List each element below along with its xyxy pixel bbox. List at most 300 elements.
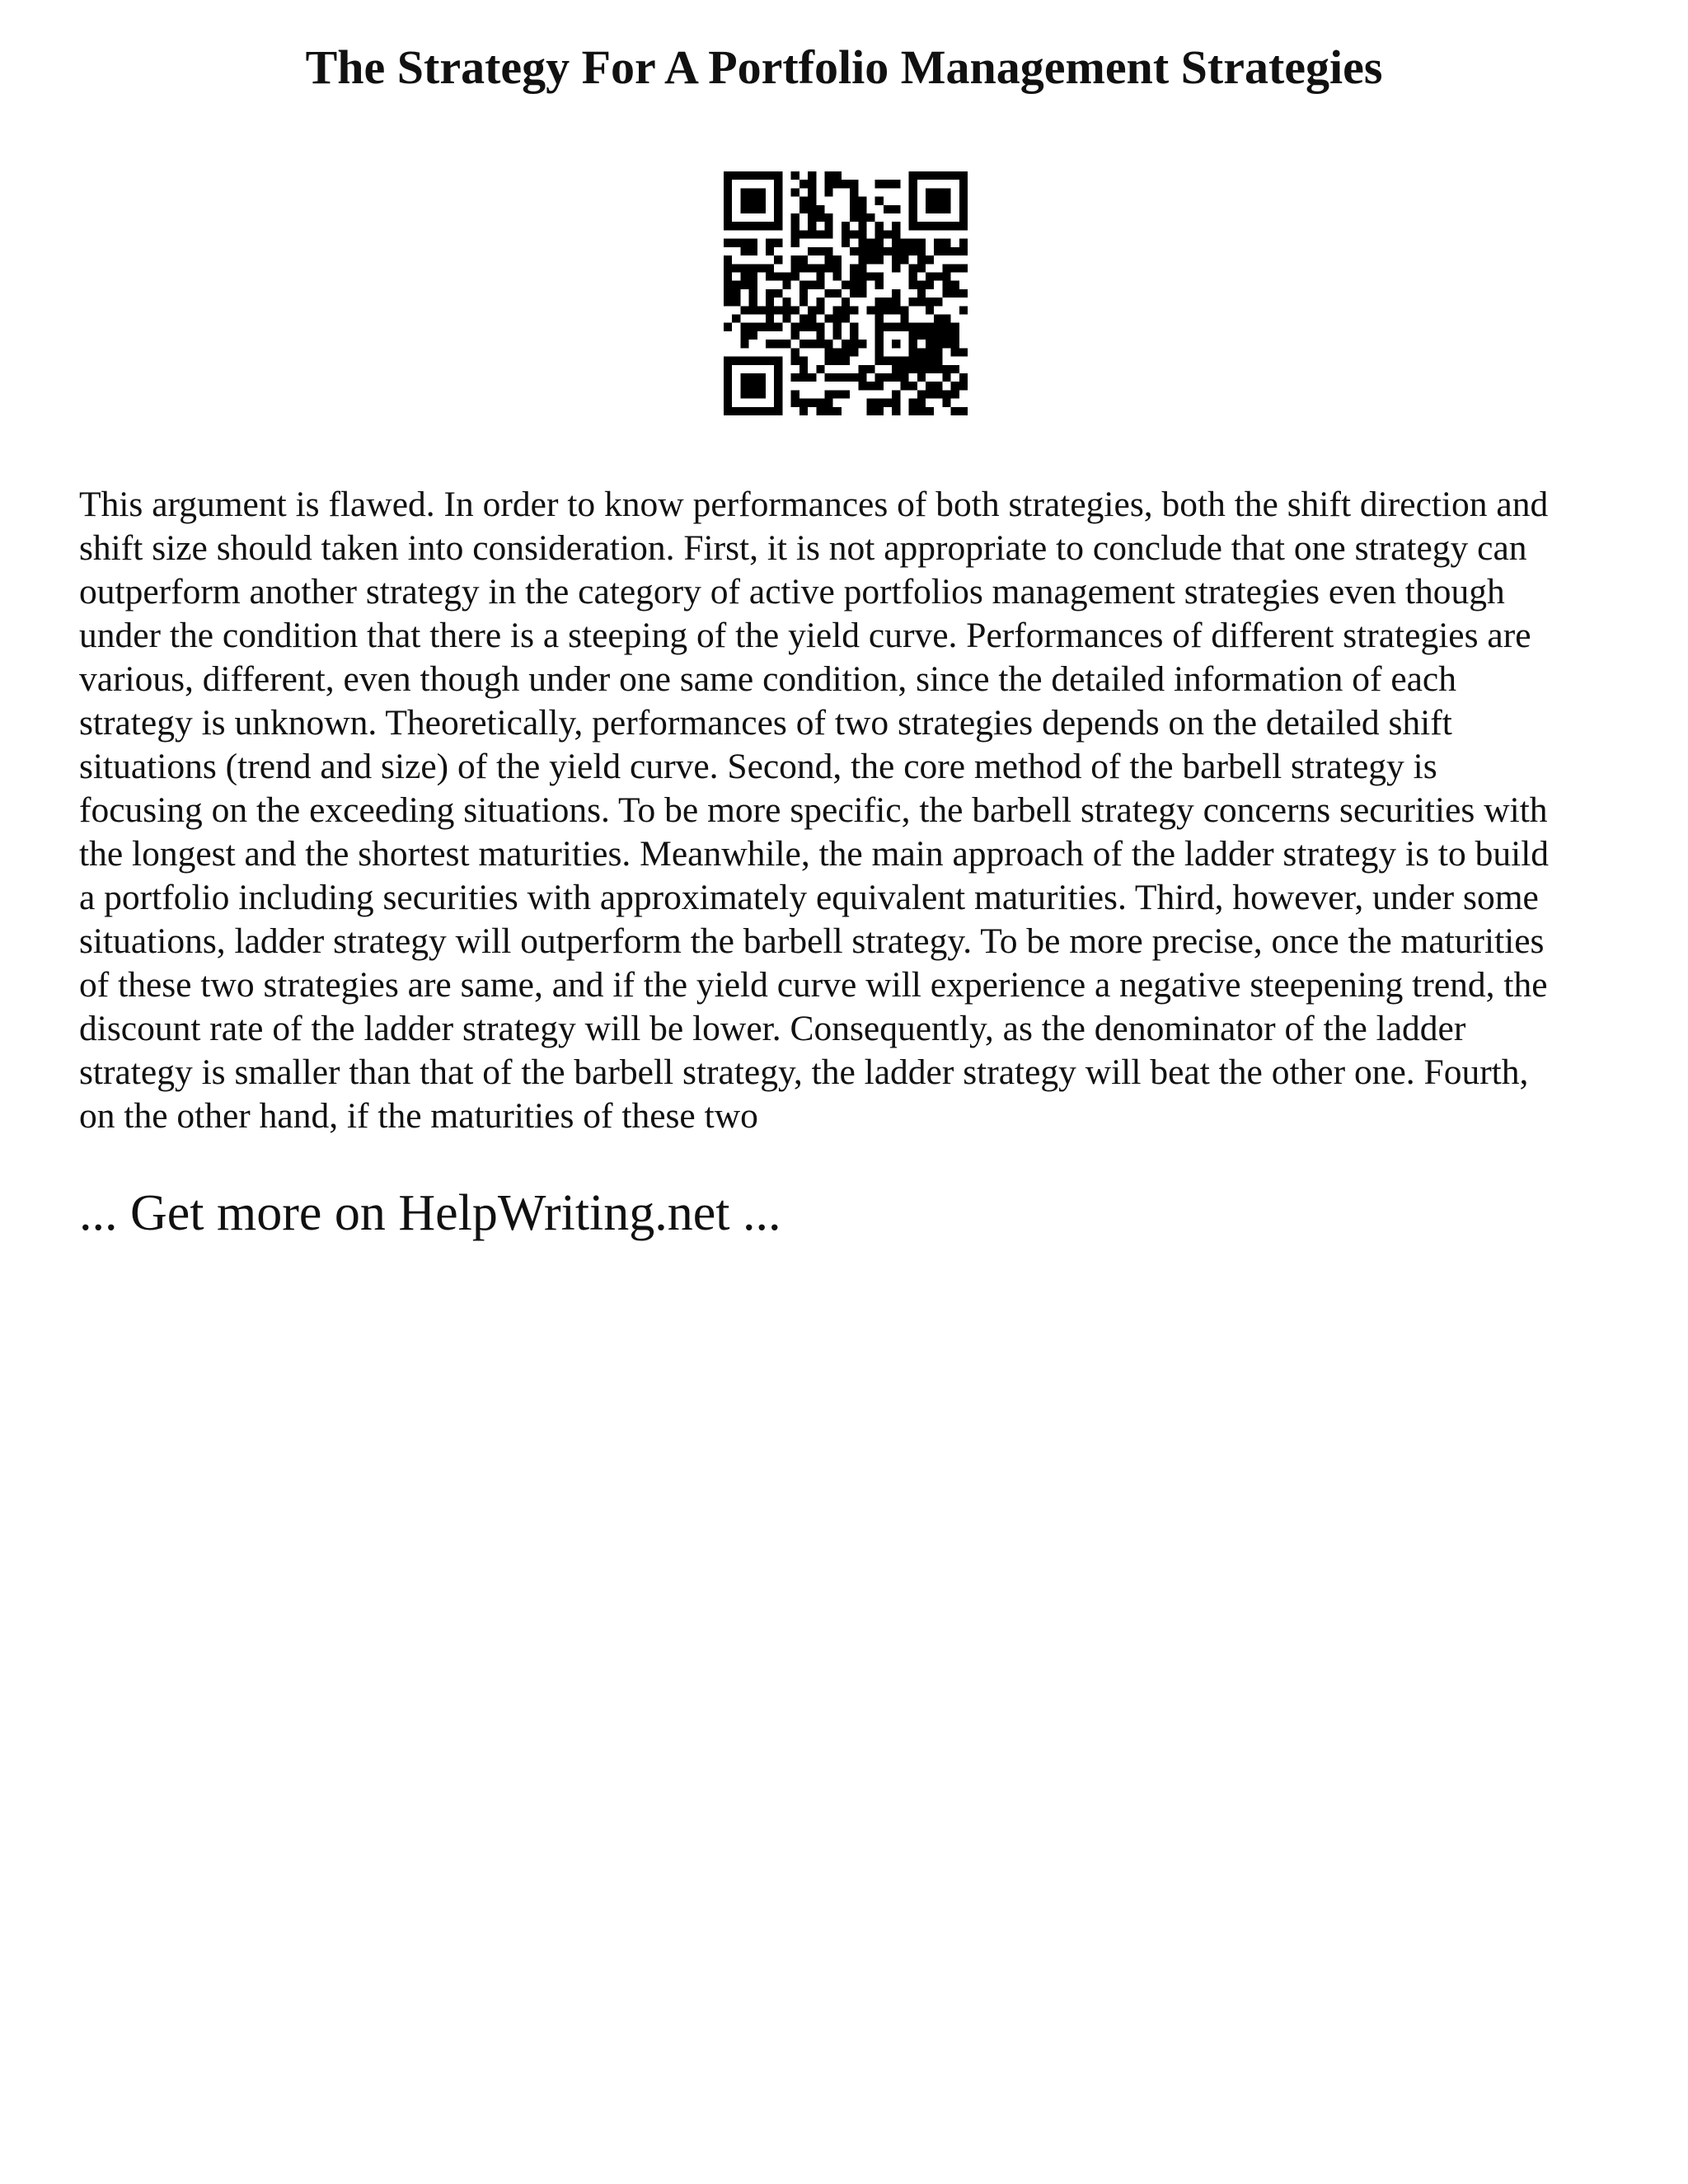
qr-module <box>842 348 850 356</box>
qr-module <box>816 365 824 373</box>
body-line: strategy is smaller than that of the barbell strategy, the ladder strategy will beat the other one. Fourth, <box>79 1052 1529 1092</box>
qr-module <box>875 323 884 331</box>
qr-module <box>926 348 934 356</box>
qr-module <box>724 171 732 180</box>
qr-module <box>942 289 950 298</box>
qr-module <box>917 255 926 264</box>
qr-module <box>774 205 782 213</box>
qr-module <box>951 382 959 390</box>
qr-module <box>766 222 774 230</box>
qr-module <box>909 197 917 205</box>
qr-module <box>824 264 832 272</box>
qr-module <box>850 197 858 205</box>
qr-module <box>740 306 748 314</box>
qr-module <box>740 264 748 272</box>
qr-module <box>858 289 866 298</box>
qr-module <box>749 390 757 398</box>
qr-module <box>926 407 934 415</box>
qr-module <box>926 331 934 340</box>
qr-module <box>791 222 799 230</box>
qr-module <box>799 255 808 264</box>
qr-module <box>909 222 917 230</box>
qr-module <box>951 171 959 180</box>
qr-module <box>942 399 950 407</box>
qr-module <box>934 340 942 348</box>
qr-module <box>816 264 824 272</box>
qr-module <box>774 390 782 398</box>
qr-module <box>782 340 790 348</box>
qr-module <box>740 247 748 255</box>
qr-module <box>959 264 968 272</box>
qr-module <box>850 230 858 238</box>
qr-module <box>909 331 917 340</box>
qr-module <box>791 255 799 264</box>
qr-module <box>942 264 950 272</box>
qr-module <box>909 180 917 188</box>
qr-module <box>808 247 816 255</box>
qr-module <box>791 373 799 382</box>
qr-module <box>808 222 816 230</box>
qr-module <box>732 239 740 247</box>
qr-module <box>842 357 850 365</box>
qr-module <box>909 264 917 272</box>
qr-module <box>850 213 858 222</box>
qr-module <box>824 315 832 323</box>
qr-module <box>766 315 774 323</box>
qr-module <box>934 205 942 213</box>
qr-module <box>740 239 748 247</box>
qr-module <box>724 390 732 398</box>
qr-module <box>774 306 782 314</box>
qr-module <box>917 357 926 365</box>
qr-module <box>749 331 757 340</box>
qr-module <box>808 281 816 289</box>
qr-module <box>766 289 774 298</box>
qr-module <box>850 323 858 331</box>
qr-module <box>951 365 959 373</box>
body-line: of these two strategies are same, and if the yield curve will experience a negative steepening trend, the <box>79 965 1548 1005</box>
qr-module <box>799 315 808 323</box>
body-line: shift size should taken into consideration. First, it is not appropriate to conclude that one strategy can <box>79 528 1527 568</box>
qr-module <box>892 180 900 188</box>
qr-module <box>850 264 858 272</box>
qr-module <box>892 399 900 407</box>
qr-module <box>808 264 816 272</box>
qr-module <box>917 298 926 306</box>
qr-module <box>774 272 782 280</box>
qr-module <box>732 315 740 323</box>
qr-module <box>884 205 892 213</box>
qr-module <box>892 340 900 348</box>
qr-module <box>867 239 875 247</box>
qr-module <box>774 382 782 390</box>
qr-module <box>808 230 816 238</box>
qr-module <box>749 373 757 382</box>
qr-module <box>833 390 842 398</box>
qr-module <box>959 407 968 415</box>
qr-module <box>926 390 934 398</box>
qr-module <box>909 213 917 222</box>
qr-module <box>824 373 832 382</box>
qr-module <box>951 390 959 398</box>
qr-module <box>892 247 900 255</box>
qr-module <box>917 171 926 180</box>
qr-module <box>951 340 959 348</box>
qr-module <box>757 264 766 272</box>
qr-module <box>732 289 740 298</box>
qr-module <box>740 272 748 280</box>
qr-module <box>959 180 968 188</box>
qr-module <box>816 407 824 415</box>
qr-module <box>951 289 959 298</box>
qr-module <box>757 407 766 415</box>
qr-module <box>842 281 850 289</box>
qr-module <box>959 213 968 222</box>
qr-module <box>934 171 942 180</box>
qr-module <box>833 180 842 188</box>
qr-module <box>774 197 782 205</box>
qr-module <box>774 357 782 365</box>
qr-module <box>951 331 959 340</box>
qr-module <box>926 222 934 230</box>
qr-module <box>824 222 832 230</box>
qr-module <box>749 298 757 306</box>
qr-module <box>824 171 832 180</box>
qr-module <box>842 340 850 348</box>
get-more-link[interactable]: ... Get more on HelpWriting.net ... <box>79 1185 781 1241</box>
qr-module <box>732 281 740 289</box>
body-line: situations, ladder strategy will outperform the barbell strategy. To be more precise, once the maturities <box>79 921 1545 961</box>
qr-module <box>824 399 832 407</box>
qr-module <box>867 272 875 280</box>
qr-module <box>774 407 782 415</box>
qr-module <box>833 306 842 314</box>
qr-module <box>909 382 917 390</box>
qr-module <box>791 323 799 331</box>
qr-module <box>774 323 782 331</box>
qr-module <box>909 188 917 196</box>
qr-module <box>942 331 950 340</box>
qr-module <box>799 340 808 348</box>
qr-module <box>824 289 832 298</box>
qr-module <box>850 188 858 196</box>
qr-module <box>774 289 782 298</box>
qr-module <box>951 222 959 230</box>
qr-module <box>732 264 740 272</box>
qr-module <box>833 289 842 298</box>
qr-module <box>875 348 884 356</box>
qr-module <box>791 399 799 407</box>
qr-module <box>816 399 824 407</box>
qr-module <box>808 197 816 205</box>
qr-module <box>959 171 968 180</box>
qr-module <box>858 373 866 382</box>
qr-module <box>766 272 774 280</box>
qr-module <box>740 357 748 365</box>
body-line: on the other hand, if the maturities of these two <box>79 1096 758 1136</box>
qr-module <box>850 373 858 382</box>
qr-module <box>917 247 926 255</box>
qr-module <box>884 357 892 365</box>
qr-module <box>934 298 942 306</box>
qr-module <box>951 264 959 272</box>
qr-module <box>934 382 942 390</box>
qr-module <box>782 281 790 289</box>
qr-module <box>782 272 790 280</box>
qr-module <box>824 247 832 255</box>
qr-module <box>875 382 884 390</box>
qr-module <box>774 213 782 222</box>
qr-module <box>749 272 757 280</box>
qr-module <box>757 197 766 205</box>
qr-module <box>791 213 799 222</box>
qr-module <box>875 197 884 205</box>
qr-module <box>842 222 850 230</box>
qr-module <box>926 188 934 196</box>
qr-module <box>799 281 808 289</box>
qr-module <box>799 264 808 272</box>
qr-module <box>934 315 942 323</box>
qr-module <box>791 272 799 280</box>
qr-module <box>875 272 884 280</box>
qr-module <box>766 357 774 365</box>
qr-module <box>740 407 748 415</box>
qr-module <box>959 306 968 314</box>
qr-module <box>833 407 842 415</box>
qr-module <box>926 323 934 331</box>
qr-module <box>799 357 808 365</box>
qr-module <box>740 390 748 398</box>
qr-module <box>926 281 934 289</box>
qr-module <box>824 188 832 196</box>
qr-module <box>842 306 850 314</box>
qr-module <box>942 340 950 348</box>
qr-module <box>892 205 900 213</box>
qr-module <box>749 197 757 205</box>
qr-module <box>833 171 842 180</box>
qr-module <box>816 205 824 213</box>
qr-module <box>934 348 942 356</box>
qr-module <box>824 407 832 415</box>
qr-module <box>934 247 942 255</box>
qr-module <box>749 205 757 213</box>
qr-module <box>917 390 926 398</box>
qr-module <box>934 331 942 340</box>
body-line: focusing on the exceeding situations. To be more specific, the barbell strategy concerns securities with <box>79 790 1548 830</box>
qr-module <box>774 340 782 348</box>
qr-module <box>749 188 757 196</box>
qr-module <box>791 230 799 238</box>
qr-module <box>740 323 748 331</box>
qr-module <box>959 222 968 230</box>
qr-module <box>724 373 732 382</box>
qr-module <box>724 323 732 331</box>
qr-module <box>799 399 808 407</box>
qr-module <box>766 340 774 348</box>
qr-module <box>749 306 757 314</box>
qr-module <box>799 298 808 306</box>
body-line: the longest and the shortest maturities. Meanwhile, the main approach of the ladder strategy is to build <box>79 834 1550 874</box>
qr-module <box>875 407 884 415</box>
qr-module <box>917 264 926 272</box>
qr-module <box>774 365 782 373</box>
qr-module <box>917 289 926 298</box>
qr-module <box>867 407 875 415</box>
qr-module <box>774 171 782 180</box>
qr-module <box>766 306 774 314</box>
qr-module <box>740 171 748 180</box>
qr-module <box>884 399 892 407</box>
qr-module <box>774 239 782 247</box>
qr-module <box>842 373 850 382</box>
qr-module <box>892 255 900 264</box>
qr-module <box>833 331 842 340</box>
qr-module <box>816 213 824 222</box>
qr-module <box>900 357 908 365</box>
qr-module <box>858 272 866 280</box>
qr-module <box>875 239 884 247</box>
qr-module <box>766 171 774 180</box>
qr-module <box>900 315 908 323</box>
qr-module <box>900 239 908 247</box>
qr-module <box>867 382 875 390</box>
qr-module <box>917 399 926 407</box>
qr-module <box>926 205 934 213</box>
qr-module <box>875 315 884 323</box>
qr-module <box>867 255 875 264</box>
qr-module <box>875 373 884 382</box>
qr-module <box>934 365 942 373</box>
qr-module <box>766 239 774 247</box>
qr-module <box>808 315 816 323</box>
qr-module <box>900 365 908 373</box>
article-body <box>79 483 1612 1138</box>
qr-module <box>749 382 757 390</box>
qr-module <box>892 298 900 306</box>
qr-module <box>942 197 950 205</box>
qr-module <box>942 239 950 247</box>
qr-module <box>858 365 866 373</box>
qr-module <box>816 331 824 340</box>
qr-module <box>757 171 766 180</box>
page-title: The Strategy For A Portfolio Management Strategies <box>305 40 1383 94</box>
qr-module <box>917 348 926 356</box>
qr-module <box>757 373 766 382</box>
qr-module <box>824 390 832 398</box>
qr-module <box>766 323 774 331</box>
qr-module <box>749 171 757 180</box>
qr-module <box>875 298 884 306</box>
qr-module <box>749 264 757 272</box>
qr-module <box>959 239 968 247</box>
qr-module <box>926 382 934 390</box>
qr-module <box>917 331 926 340</box>
qr-module <box>926 340 934 348</box>
qr-module <box>749 222 757 230</box>
qr-module <box>791 348 799 356</box>
qr-module <box>757 357 766 365</box>
qr-module <box>900 306 908 314</box>
qr-module <box>724 289 732 298</box>
qr-module <box>858 213 866 222</box>
qr-module <box>749 289 757 298</box>
qr-module <box>732 357 740 365</box>
qr-module <box>917 239 926 247</box>
qr-module <box>824 230 832 238</box>
qr-module <box>959 205 968 213</box>
qr-module <box>892 222 900 230</box>
qr-module <box>884 247 892 255</box>
qr-module <box>900 255 908 264</box>
qr-module <box>850 331 858 340</box>
qr-module <box>749 357 757 365</box>
qr-module <box>850 205 858 213</box>
qr-module <box>875 255 884 264</box>
qr-module <box>724 382 732 390</box>
qr-module <box>833 272 842 280</box>
qr-module <box>799 197 808 205</box>
qr-module <box>816 272 824 280</box>
qr-module <box>909 272 917 280</box>
qr-module <box>884 306 892 314</box>
qr-module <box>842 230 850 238</box>
qr-module <box>884 373 892 382</box>
qr-module <box>934 390 942 398</box>
qr-module <box>909 239 917 247</box>
qr-module <box>951 407 959 415</box>
qr-module <box>875 357 884 365</box>
qr-module <box>799 407 808 415</box>
qr-module <box>951 348 959 356</box>
qr-module <box>850 306 858 314</box>
qr-module <box>909 407 917 415</box>
qr-module <box>808 323 816 331</box>
qr-module <box>808 340 816 348</box>
qr-module <box>917 407 926 415</box>
qr-module <box>816 281 824 289</box>
qr-module <box>942 222 950 230</box>
qr-module <box>934 197 942 205</box>
qr-module <box>724 407 732 415</box>
qr-module <box>724 222 732 230</box>
qr-module <box>816 247 824 255</box>
qr-module <box>808 213 816 222</box>
qr-module <box>858 382 866 390</box>
qr-module <box>724 365 732 373</box>
qr-module <box>816 340 824 348</box>
qr-module <box>926 272 934 280</box>
qr-module <box>782 298 790 306</box>
qr-module <box>732 222 740 230</box>
qr-module <box>724 264 732 272</box>
qr-module <box>724 281 732 289</box>
qr-module <box>926 357 934 365</box>
qr-module <box>766 247 774 255</box>
qr-module <box>875 340 884 348</box>
qr-module <box>942 323 950 331</box>
qr-module <box>926 171 934 180</box>
qr-module <box>909 357 917 365</box>
qr-module <box>942 365 950 373</box>
qr-module <box>934 188 942 196</box>
qr-module <box>900 247 908 255</box>
qr-module <box>740 188 748 196</box>
qr-module <box>749 323 757 331</box>
qr-module <box>942 188 950 196</box>
qr-module <box>791 171 799 180</box>
body-line: situations (trend and size) of the yield curve. Second, the core method of the barbell strategy is <box>79 747 1437 786</box>
qr-module <box>724 399 732 407</box>
